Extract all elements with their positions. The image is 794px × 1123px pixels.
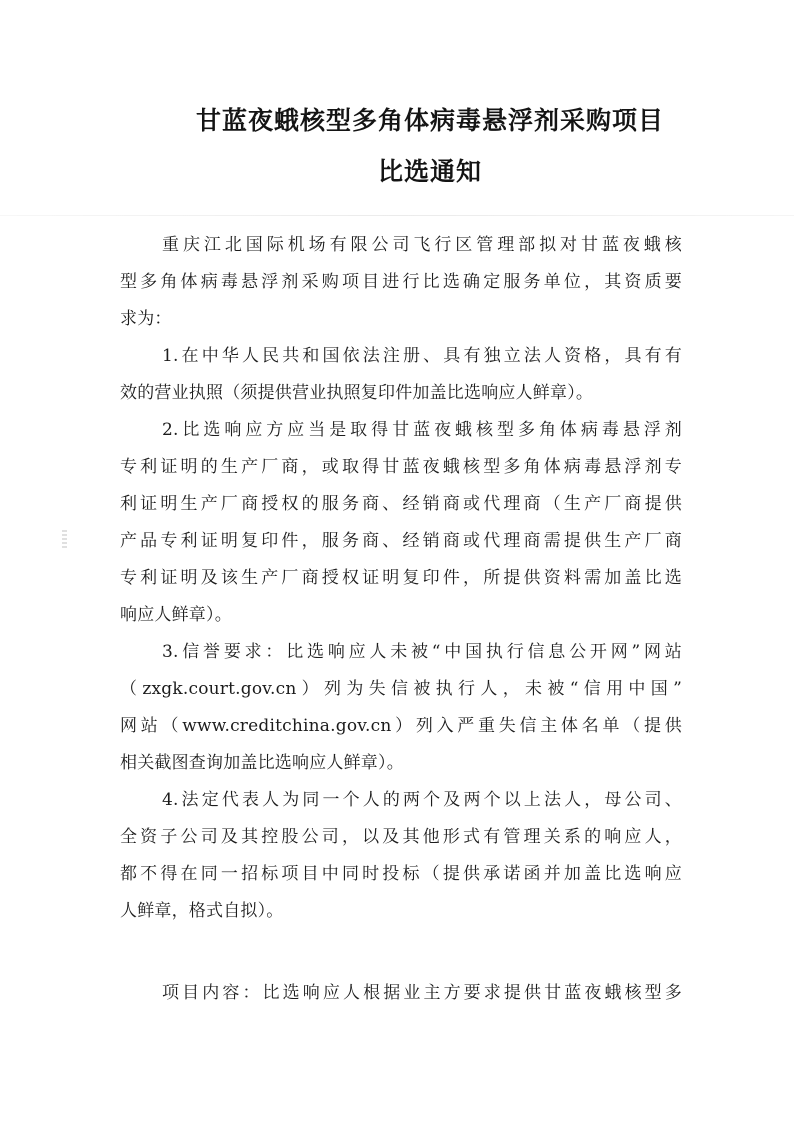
paragraph-line: 产品专利证明复印件，服务商、经销商或代理商需提供生产厂商 xyxy=(120,531,682,551)
paragraph-line: 1.在中华人民共和国依法注册、具有独立法人资格，具有有 xyxy=(162,346,682,366)
paragraph-line: 专利证明的生产厂商，或取得甘蓝夜蛾核型多角体病毒悬浮剂专 xyxy=(120,457,682,477)
paragraph-line: 响应人鲜章）。 xyxy=(120,605,232,625)
document-subtitle: 比选通知 xyxy=(377,157,482,186)
paragraph-line: 人鲜章，格式自拟）。 xyxy=(120,901,284,921)
paragraph-line: 重庆江北国际机场有限公司飞行区管理部拟对甘蓝夜蛾核 xyxy=(162,235,682,255)
paragraph-line: 利证明生产厂商授权的服务商、经销商或代理商（生产厂商提供 xyxy=(120,494,682,514)
paragraph-line: 都不得在同一招标项目中同时投标（提供承诺函并加盖比选响应 xyxy=(120,864,682,884)
paragraph-line: 网站（www.creditchina.gov.cn）列入严重失信主体名单（提供 xyxy=(120,716,682,736)
paragraph-line: 效的营业执照（须提供营业执照复印件加盖比选响应人鲜章）。 xyxy=(120,383,594,403)
paragraph-line: 2.比选响应方应当是取得甘蓝夜蛾核型多角体病毒悬浮剂 xyxy=(162,420,682,440)
paragraph-line: 专利证明及该生产厂商授权证明复印件，所提供资料需加盖比选 xyxy=(120,568,682,588)
paragraph-line: 求为： xyxy=(120,309,172,329)
scan-artifact-line xyxy=(0,215,794,216)
paragraph-line: 4.法定代表人为同一个人的两个及两个以上法人，母公司、 xyxy=(162,790,682,810)
paragraph-line: 相关截图查询加盖比选响应人鲜章）。 xyxy=(120,753,404,773)
document-title: 甘蓝夜蛾核型多角体病毒悬浮剂采购项目 xyxy=(195,106,664,135)
scan-artifact-mark xyxy=(62,530,67,550)
paragraph-line: 型多角体病毒悬浮剂采购项目进行比选确定服务单位，其资质要 xyxy=(120,272,682,292)
paragraph-line: 项目内容：比选响应人根据业主方要求提供甘蓝夜蛾核型多 xyxy=(162,983,682,1003)
paragraph-line: 全资子公司及其控股公司，以及其他形式有管理关系的响应人， xyxy=(120,827,682,847)
paragraph-line: 3.信誉要求：比选响应人未被“中国执行信息公开网”网站 xyxy=(162,642,682,662)
paragraph-line: （zxgk.court.gov.cn）列为失信被执行人，未被“信用中国” xyxy=(120,679,682,699)
